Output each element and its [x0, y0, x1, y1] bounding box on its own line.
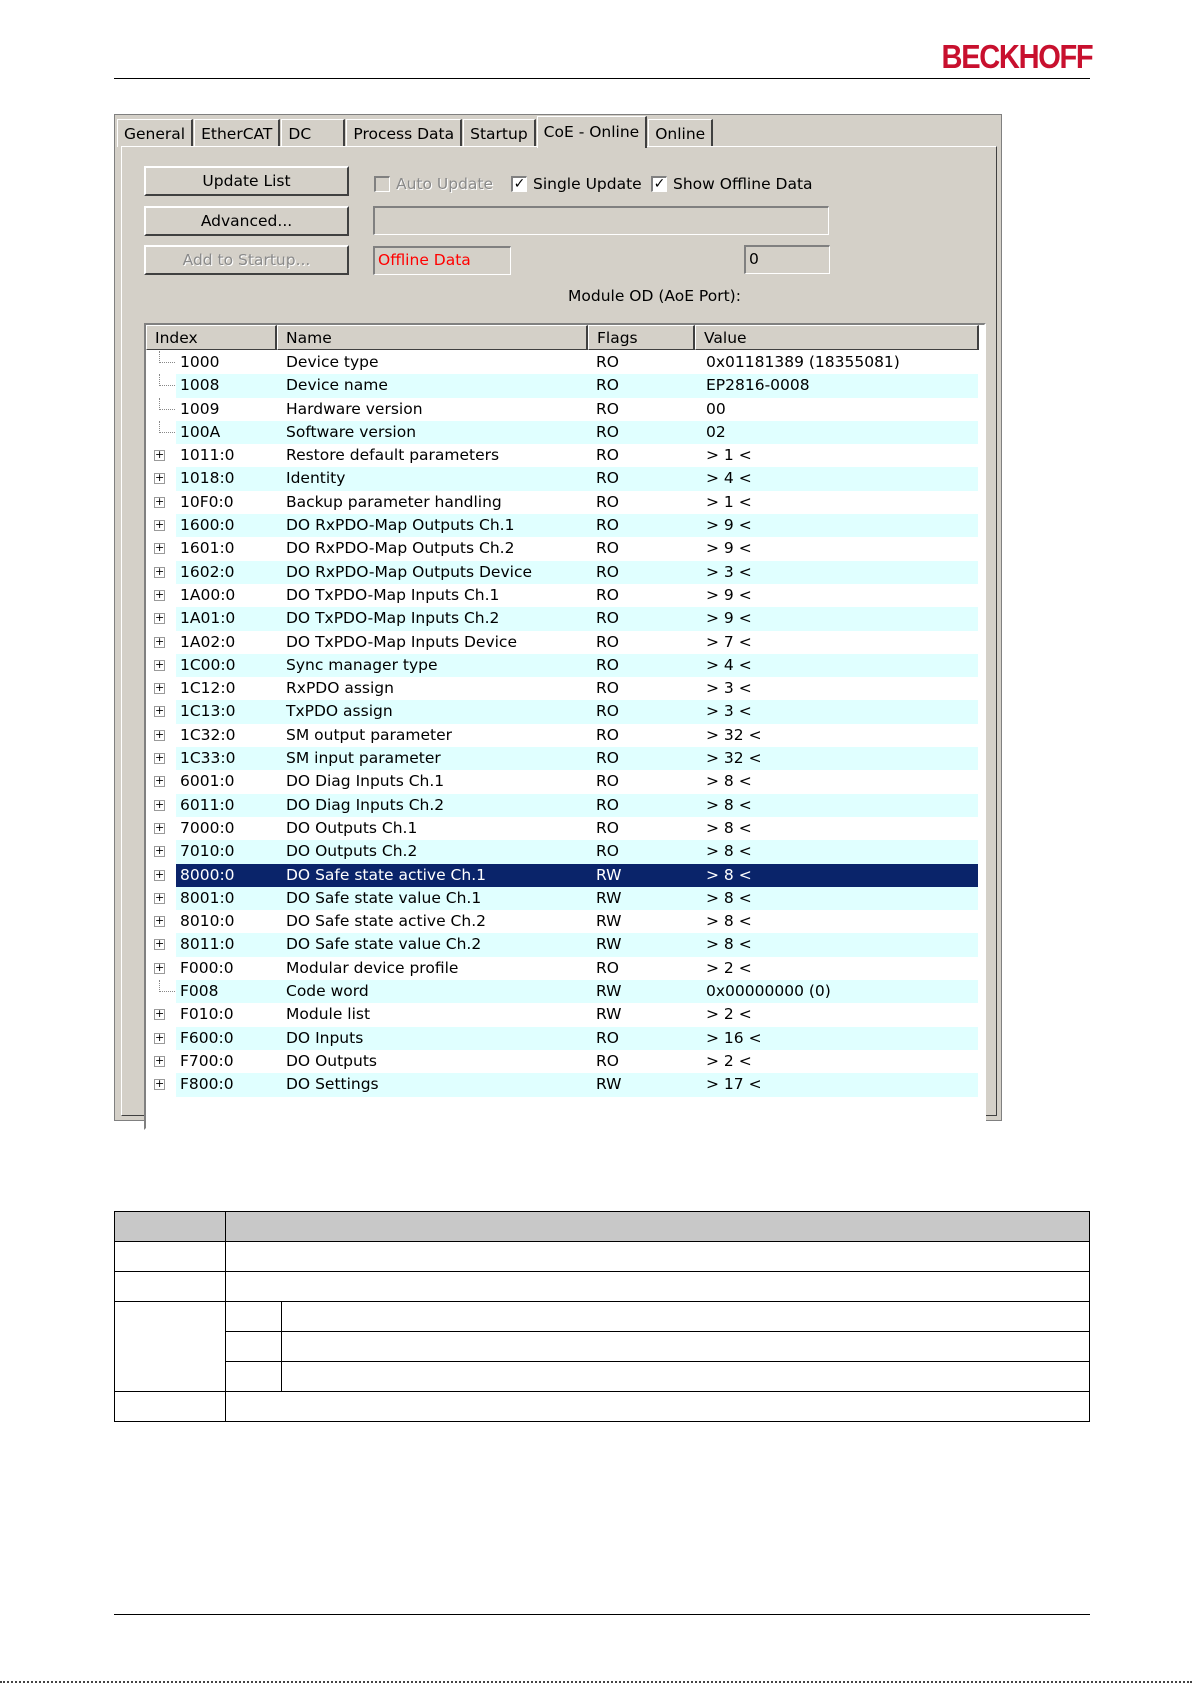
tree-line [159, 432, 175, 433]
tree-line [159, 409, 175, 410]
table-cell [282, 1362, 1090, 1392]
cell-value: > 8 < [706, 795, 752, 814]
cell-name: Backup parameter handling [286, 492, 502, 511]
expand-icon[interactable]: + [155, 657, 165, 671]
table-row[interactable] [146, 561, 978, 584]
expand-icon[interactable]: + [155, 471, 165, 485]
table-row[interactable] [146, 864, 978, 887]
table-cell [226, 1212, 1090, 1242]
cell-name: RxPDO assign [286, 679, 394, 698]
tab-startup[interactable]: Startup [463, 119, 536, 147]
cell-flags: RO [596, 655, 619, 674]
cell-index: F008 [180, 982, 219, 1001]
cell-name: Modular device profile [286, 958, 459, 977]
cell-index: F700:0 [180, 1051, 234, 1070]
cell-index: 1600:0 [180, 516, 235, 535]
cell-flags: RO [596, 376, 619, 395]
auto-update-label: Auto Update [396, 175, 494, 193]
cell-name: DO Settings [286, 1075, 379, 1094]
cell-value: > 9 < [706, 585, 752, 604]
table-row[interactable] [146, 1003, 978, 1026]
tree-line [159, 991, 175, 992]
cell-index: 8011:0 [180, 935, 235, 954]
table-cell [226, 1332, 282, 1362]
list-header [146, 325, 979, 350]
table-row[interactable] [146, 351, 978, 374]
object-list[interactable] [144, 323, 986, 1130]
checkmark-icon[interactable]: ✓ [511, 176, 527, 192]
cell-flags: RW [596, 982, 622, 1001]
update-list-button[interactable]: Update List [144, 166, 349, 196]
cell-flags: RO [596, 958, 619, 977]
table-row[interactable] [146, 537, 978, 560]
beckhoff-logo: BECKHOFF [941, 38, 1092, 75]
cell-value: > 8 < [706, 888, 752, 907]
table-row[interactable] [146, 794, 978, 817]
cell-name: DO TxPDO-Map Inputs Ch.1 [286, 585, 500, 604]
table-header-row [115, 1212, 1090, 1242]
legend-table [114, 1211, 1090, 1422]
cell-flags: RO [596, 702, 619, 721]
expand-icon[interactable]: + [155, 564, 165, 578]
cell-index: 1000 [180, 353, 220, 371]
list-rows [146, 351, 978, 1097]
cell-flags: RO [596, 539, 619, 558]
cell-value: > 4 < [706, 655, 752, 674]
cell-index: 1011:0 [180, 446, 235, 465]
cell-name: DO Inputs [286, 1028, 364, 1047]
cell-flags: RW [596, 935, 622, 954]
expand-icon[interactable]: + [155, 820, 165, 834]
cell-name: DO Outputs [286, 1051, 377, 1070]
table-cell [226, 1392, 1090, 1422]
cell-index: 1602:0 [180, 562, 235, 581]
expand-icon[interactable]: + [155, 1030, 165, 1044]
table-cell [226, 1362, 282, 1392]
cell-value: > 32 < [706, 749, 762, 768]
cell-index: 1C32:0 [180, 725, 236, 744]
table-row [115, 1302, 1090, 1332]
cell-name: SM input parameter [286, 749, 441, 768]
cell-index: F010:0 [180, 1005, 234, 1024]
column-name-header[interactable]: Name [277, 325, 588, 350]
cell-flags: RO [596, 772, 619, 791]
tab-coe-online[interactable]: CoE - Online [537, 116, 648, 148]
checkmark-icon[interactable]: ✓ [651, 176, 667, 192]
cell-name: Software version [286, 422, 417, 441]
expand-icon[interactable]: + [155, 890, 165, 904]
cell-index: 1C12:0 [180, 679, 236, 698]
cell-value: > 8 < [706, 772, 752, 791]
cell-index: 8001:0 [180, 888, 235, 907]
cell-flags: RO [596, 609, 619, 628]
tab-panel [121, 146, 997, 1116]
cell-value: > 9 < [706, 609, 752, 628]
cell-flags: RO [596, 469, 619, 488]
cell-value: > 3 < [706, 562, 752, 581]
table-row[interactable] [146, 887, 978, 910]
table-cell [115, 1242, 226, 1272]
cell-name: Code word [286, 982, 369, 1001]
cell-value: > 2 < [706, 958, 752, 977]
cell-name: SM output parameter [286, 725, 453, 744]
cell-name: DO Safe state active Ch.2 [286, 912, 486, 931]
expand-icon[interactable]: + [155, 1077, 165, 1091]
cell-value: > 3 < [706, 702, 752, 721]
cell-name: DO TxPDO-Map Inputs Device [286, 632, 517, 651]
column-flags-header[interactable]: Flags [588, 325, 695, 350]
page-edge-line [0, 1681, 1192, 1683]
tab-dc[interactable]: DC [281, 119, 345, 147]
cell-flags: RW [596, 888, 622, 907]
footer-rule [114, 1614, 1090, 1615]
cell-flags: RO [596, 725, 619, 744]
cell-flags: RW [596, 1005, 622, 1024]
cell-value: > 2 < [706, 1051, 752, 1070]
cell-index: F000:0 [180, 958, 234, 977]
advanced-button[interactable]: Advanced... [144, 206, 349, 236]
table-row[interactable] [146, 398, 978, 421]
cell-index: 1A02:0 [180, 632, 236, 651]
cell-name: DO Outputs Ch.2 [286, 842, 418, 861]
table-cell [226, 1242, 1090, 1272]
expand-icon[interactable]: + [155, 634, 165, 648]
cell-value: > 1 < [706, 492, 752, 511]
cell-flags: RO [596, 353, 619, 371]
cell-flags: RO [596, 562, 619, 581]
cell-name: DO RxPDO-Map Outputs Device [286, 562, 533, 581]
table-row[interactable] [146, 677, 978, 700]
description-field[interactable] [373, 206, 829, 235]
cell-value: 0x00000000 (0) [706, 982, 831, 1001]
cell-index: 7010:0 [180, 842, 235, 861]
cell-flags: RW [596, 912, 622, 931]
table-row[interactable] [146, 747, 978, 770]
table-row[interactable] [146, 957, 978, 980]
cell-value: > 9 < [706, 516, 752, 535]
cell-value: > 8 < [706, 935, 752, 954]
cell-index: 1C00:0 [180, 655, 236, 674]
cell-index: 10F0:0 [180, 492, 234, 511]
cell-name: Device type [286, 353, 379, 371]
table-cell [115, 1272, 226, 1302]
cell-index: 1A01:0 [180, 609, 236, 628]
table-row[interactable] [146, 584, 978, 607]
table-row[interactable] [146, 840, 978, 863]
expand-icon[interactable]: + [155, 774, 165, 788]
cell-name: Restore default parameters [286, 446, 500, 465]
show-offline-data-label: Show Offline Data [673, 175, 813, 193]
cell-flags: RO [596, 446, 619, 465]
expand-icon[interactable]: + [155, 541, 165, 555]
cell-flags: RO [596, 492, 619, 511]
expand-icon[interactable]: + [155, 960, 165, 974]
cell-name: Module list [286, 1005, 371, 1024]
cell-index: 100A [180, 422, 221, 441]
expand-icon[interactable]: + [155, 751, 165, 765]
cell-name: Device name [286, 376, 388, 395]
cell-name: DO Safe state value Ch.2 [286, 935, 482, 954]
expand-icon[interactable]: + [155, 704, 165, 718]
column-value-header[interactable]: Value [695, 325, 979, 350]
cell-flags: RO [596, 516, 619, 535]
cell-value: > 16 < [706, 1028, 762, 1047]
cell-name: DO Diag Inputs Ch.1 [286, 772, 445, 791]
tree-line [159, 362, 175, 363]
cell-flags: RO [596, 399, 619, 418]
table-row [115, 1242, 1090, 1272]
table-cell [282, 1332, 1090, 1362]
expand-icon[interactable]: + [155, 797, 165, 811]
table-row [115, 1332, 1090, 1362]
table-row[interactable] [146, 817, 978, 840]
cell-index: 1C13:0 [180, 702, 236, 721]
cell-index: 6011:0 [180, 795, 235, 814]
cell-flags: RO [596, 818, 619, 837]
table-row[interactable] [146, 444, 978, 467]
module-od-port-field[interactable]: 0 [744, 245, 830, 274]
cell-name: Hardware version [286, 399, 423, 418]
expand-icon[interactable]: + [155, 937, 165, 951]
single-update-checkbox[interactable] [511, 175, 642, 193]
table-row[interactable] [146, 724, 978, 747]
cell-value: > 2 < [706, 1005, 752, 1024]
expand-icon[interactable]: + [155, 914, 165, 928]
table-row [115, 1272, 1090, 1302]
cell-index: 1008 [180, 376, 220, 395]
tab-online[interactable]: Online [648, 119, 713, 147]
cell-index: F600:0 [180, 1028, 234, 1047]
cell-flags: RW [596, 865, 622, 884]
cell-flags: RO [596, 585, 619, 604]
cell-value: > 9 < [706, 539, 752, 558]
cell-value: > 4 < [706, 469, 752, 488]
cell-index: 1A00:0 [180, 585, 236, 604]
cell-value: > 8 < [706, 912, 752, 931]
cell-name: DO Diag Inputs Ch.2 [286, 795, 445, 814]
cell-index: 7000:0 [180, 818, 235, 837]
expand-icon[interactable]: + [155, 518, 165, 532]
cell-index: F800:0 [180, 1075, 234, 1094]
table-cell [115, 1212, 226, 1242]
table-row[interactable] [146, 654, 978, 677]
cell-name: DO RxPDO-Map Outputs Ch.1 [286, 516, 515, 535]
cell-name: DO Safe state value Ch.1 [286, 888, 482, 907]
table-row[interactable] [146, 421, 978, 444]
cell-value: EP2816-0008 [706, 376, 810, 395]
cell-index: 8000:0 [180, 865, 235, 884]
expand-icon[interactable]: + [155, 867, 165, 881]
cell-value: > 17 < [706, 1075, 762, 1094]
expand-icon[interactable]: + [155, 1007, 165, 1021]
table-row[interactable] [146, 770, 978, 793]
tab-ethercat[interactable]: EtherCAT [194, 119, 280, 147]
table-row[interactable] [146, 700, 978, 723]
cell-index: 6001:0 [180, 772, 235, 791]
table-row[interactable] [146, 467, 978, 490]
cell-index: 1C33:0 [180, 749, 236, 768]
table-cell [115, 1392, 226, 1422]
cell-index: 1018:0 [180, 469, 235, 488]
table-cell [226, 1272, 1090, 1302]
cell-index: 1009 [180, 399, 220, 418]
cell-name: DO RxPDO-Map Outputs Ch.2 [286, 539, 515, 558]
column-index-header[interactable]: Index [146, 325, 277, 350]
cell-flags: RW [596, 1075, 622, 1094]
table-row[interactable] [146, 1050, 978, 1073]
table-row[interactable] [146, 1027, 978, 1050]
tree-line [159, 385, 175, 386]
table-cell [115, 1302, 226, 1392]
expand-icon[interactable]: + [155, 611, 165, 625]
table-row[interactable] [146, 933, 978, 956]
cell-value: > 1 < [706, 446, 752, 465]
tab-general[interactable]: General [117, 119, 193, 147]
cell-value: > 3 < [706, 679, 752, 698]
expand-icon[interactable]: + [155, 681, 165, 695]
cell-value: > 32 < [706, 725, 762, 744]
table-row[interactable] [146, 631, 978, 654]
table-row[interactable] [146, 491, 978, 514]
cell-flags: RO [596, 422, 619, 441]
cell-name: DO Outputs Ch.1 [286, 818, 418, 837]
add-to-startup-button[interactable]: Add to Startup... [144, 245, 349, 275]
table-row [115, 1392, 1090, 1422]
cell-flags: RO [596, 1028, 619, 1047]
cell-name: DO TxPDO-Map Inputs Ch.2 [286, 609, 500, 628]
cell-flags: RO [596, 749, 619, 768]
header-rule [114, 78, 1090, 79]
table-row[interactable] [146, 514, 978, 537]
cell-name: Sync manager type [286, 655, 438, 674]
auto-update-checkbox[interactable] [374, 175, 493, 193]
cell-value: 00 [706, 399, 726, 418]
cell-value: > 7 < [706, 632, 752, 651]
expand-icon[interactable]: + [155, 1053, 165, 1067]
tab-process-data[interactable]: Process Data [346, 119, 462, 147]
table-row[interactable] [146, 607, 978, 630]
cell-index: 8010:0 [180, 912, 235, 931]
table-row[interactable] [146, 980, 978, 1003]
checkbox-box[interactable] [374, 176, 390, 192]
cell-value: > 8 < [706, 865, 752, 884]
expand-icon[interactable]: + [155, 587, 165, 601]
single-update-label: Single Update [533, 175, 642, 193]
cell-flags: RO [596, 632, 619, 651]
expand-icon[interactable]: + [155, 494, 165, 508]
cell-value: 02 [706, 422, 726, 441]
table-row[interactable] [146, 910, 978, 933]
show-offline-data-checkbox[interactable] [651, 175, 813, 193]
table-cell [282, 1302, 1090, 1332]
cell-flags: RO [596, 842, 619, 861]
cell-value: 0x01181389 (18355081) [706, 353, 900, 371]
cell-name: DO Safe state active Ch.1 [286, 865, 486, 884]
module-od-label: Module OD (AoE Port): [568, 287, 741, 305]
cell-flags: RO [596, 795, 619, 814]
coe-online-dialog [114, 114, 1002, 1121]
cell-name: Identity [286, 469, 346, 488]
cell-name: TxPDO assign [286, 702, 393, 721]
cell-value: > 8 < [706, 818, 752, 837]
expand-icon[interactable]: + [155, 448, 165, 462]
offline-status-field: Offline Data [373, 246, 511, 275]
cell-value: > 8 < [706, 842, 752, 861]
table-row [115, 1362, 1090, 1392]
table-cell [226, 1302, 282, 1332]
expand-icon[interactable]: + [155, 727, 165, 741]
cell-flags: RO [596, 1051, 619, 1070]
tab-bar [117, 115, 714, 147]
cell-index: 1601:0 [180, 539, 235, 558]
cell-flags: RO [596, 679, 619, 698]
expand-icon[interactable]: + [155, 844, 165, 858]
table-row[interactable] [146, 374, 978, 397]
table-row[interactable] [146, 1073, 978, 1096]
